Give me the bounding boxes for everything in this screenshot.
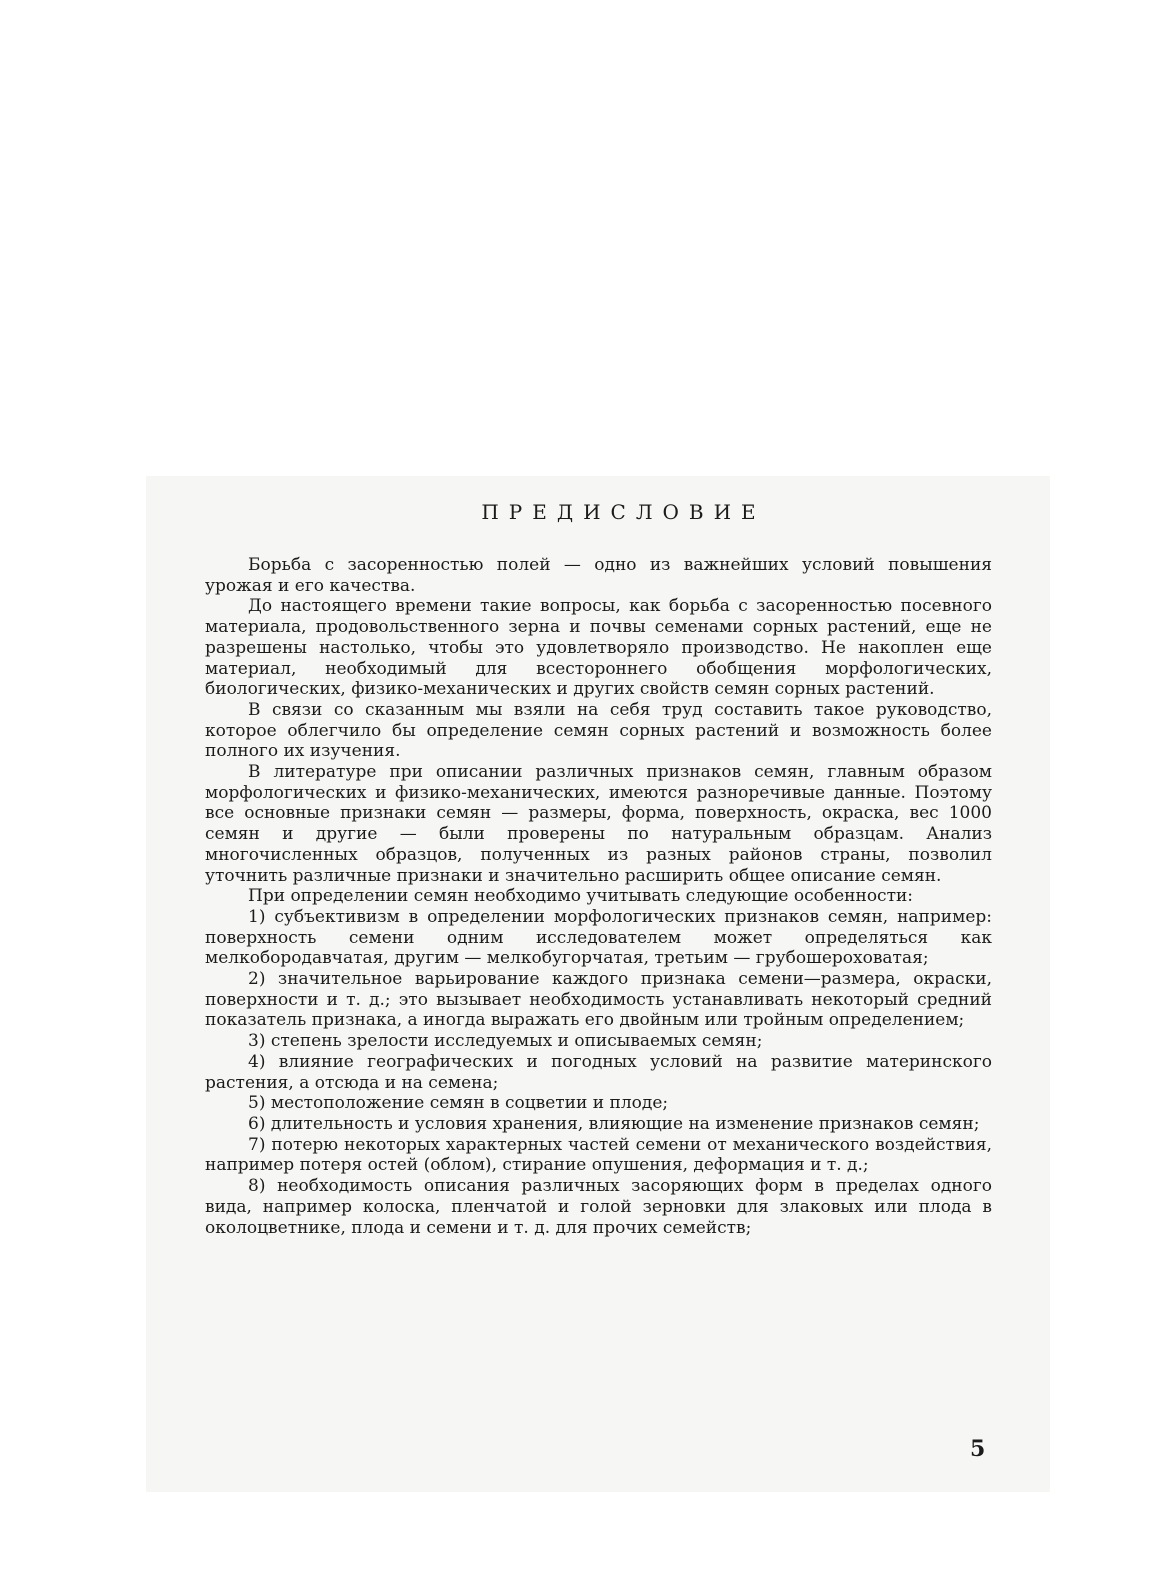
list-item: 3) степень зрелости исследуемых и описываемых семян; [248, 1031, 763, 1052]
list-item: 7) потерю некоторых характерных частей семени от механического воздействия, например потеря остей (облом), стирание опушения, деформация и т. д.; [205, 1134, 992, 1176]
page-number: 5 [970, 1436, 986, 1462]
list-item: 4) влияние географических и погодных условий на развитие материнского растения, а отсюда и на семена; [205, 1051, 992, 1093]
paragraph: При определении семян необходимо учитывать следующие особенности: [248, 886, 914, 907]
paragraph: Борьба с засоренностью полей — одно из важнейших условий повышения урожая и его качества. [205, 555, 992, 596]
list-item: 8) необходимость описания различных засоряющих форм в пределах одного вида, например колоска, пленчатой и голой зерновки для злаковых или плода в околоцветнике, плода и семени и т. д. для прочих семейств; [205, 1176, 992, 1238]
list-item: 6) длительность и условия хранения, влияющие на изменение признаков семян; [248, 1113, 980, 1134]
paragraph: До настоящего времени такие вопросы, как борьба с засоренностью посевного материала, продовольственного зерна и почвы семенами сорных растений, еще не разрешены настолько, чтобы это удовлетворяло производство. Не накоплен еще материал, необходимый для всестороннего обобщения морфологических, биологических, физико-механических и других свойств семян сорных растений. [205, 596, 992, 700]
document-body [205, 486, 992, 1238]
paragraph: В литературе при описании различных признаков семян, главным образом морфологических и физико-механических, имеются разноречивые данные. Поэтому все основные признаки семян — размеры, форма, поверхность, окраска, вес 1000 семян и другие — были проверены по натуральным образцам. Анализ многочисленных образцов, полученных из разных районов страны, позволил уточнить различные признаки и значительно расширить общее описание семян. [205, 762, 992, 886]
paragraph: В связи со сказанным мы взяли на себя труд составить такое руководство, которое облегчило бы определение семян сорных растений и возможность более полного их изучения. [205, 699, 992, 762]
list-item: 1) субъективизм в определении морфологических признаков семян, например: поверхность семени одним исследователем может определяться как мелкобородавчатая, другим — мелкобугорчатая, третьим — грубошероховатая; [205, 906, 992, 969]
page-title: ПРЕДИСЛОВИЕ [481, 500, 766, 524]
list-item: 5) местоположение семян в соцветии и плоде; [248, 1093, 669, 1114]
list-item: 2) значительное варьирование каждого признака семени—размера, окраски, поверхности и т. д.; это вызывает необходимость устанавливать некоторый средний показатель признака, а иногда выражать его двойным или тройным определением; [205, 969, 992, 1031]
preface-text [205, 555, 992, 1238]
